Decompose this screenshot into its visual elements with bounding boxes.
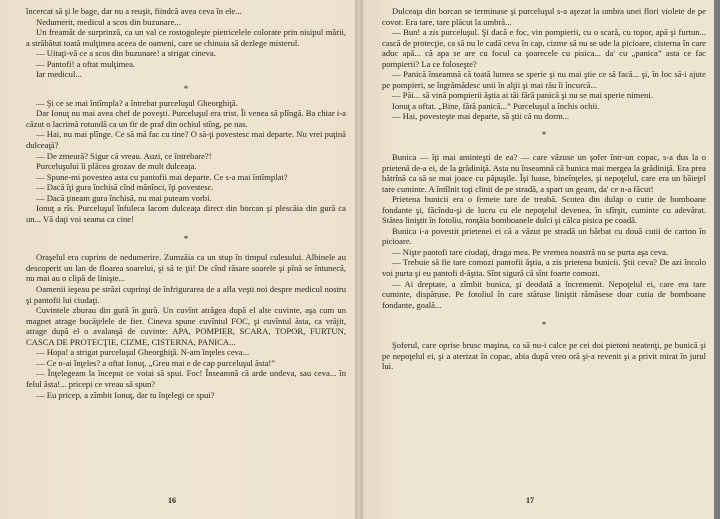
left-block-3: [26, 252, 346, 400]
paragraph: — Dacă ţineam gura închisă, nu mai puteam vorbi.: [36, 192, 212, 203]
paragraph: — Eu pricep, a zîmbit Ionuţ, dar tu înţelegi ce spui?: [36, 389, 215, 400]
paragraph: Şoferul, care oprise brusc maşina, ca să nu-i calce pe cei doi pietoni neatenţi, pe bunică şi pe nepoţelul ei, şi a aterizat în copac, abia după vreo oră şi-a revenit şi a privit mirat în jurul lui.: [382, 340, 706, 372]
page-number: 16: [168, 496, 176, 505]
section-separator: *: [541, 130, 547, 141]
paragraph: — Nişte pantofi tare ciudaţi, draga mea. Pe vremea noastră nu se purta aşa ceva.: [392, 246, 669, 257]
page-number: 17: [526, 496, 534, 505]
paragraph: — De zmeură? Sigur că vreau. Auzi, ce întrebare?!: [36, 150, 212, 161]
paragraph: Ionuţ a rîs. Purceluşul înfuleca lacom dulceaţa direct din borcan şi plescăia din gură ca un... Vă daţi voi seama ca cine!: [26, 203, 346, 224]
paragraph: Dar Ionuţ nu mai avea chef de poveşti. Purceluşul era trist. Îi venea să plîngă. Ba chiar i-a căzut o lacrimă rotundă ca un fir de praf din ochiul stîng, pe nas.: [26, 108, 346, 129]
book-gutter: [355, 0, 363, 519]
right-block-1: [382, 6, 706, 122]
paragraph: Cuvintele zburau din gură în gură. Un cuvînt atrăgea după el alte cuvinte, aşa cum un magnet atrage bucăţelele de fier. Cineva spune cuvîntul FOC, şi cuvîntul ăsta, ca vrăjit, atrage după el o avalanşă de cuvinte: APA, POMPIER, SCARA, TOPOR, FURTUN, CASCA DE PROTECŢIE, CIZME, CISTERNA, PANICA...: [26, 305, 346, 347]
paragraph: Purceluşului îi plăcea grozav de mult dulceaţa.: [36, 161, 197, 172]
paragraph: — Hopa! a strigat purceluşul Gheorghiţă. N-am înţeles ceva...: [36, 347, 250, 358]
paragraph: Ionuţ a oftat. „Bine, fără panică...” Purceluşul a închis ochii.: [392, 100, 600, 111]
paragraph: — Uitaţi-vă ce a scos din buzunare! a strigat cineva.: [36, 48, 216, 59]
section-separator: *: [541, 320, 547, 331]
paragraph: — Trebuie să fie tare comozi pantofii ăştia, a zis prietena bunicii. Ştii ceva? De azi încolo voi purta şi eu pantofi d-ăştia. Sînt sigură că sînt foarte comozi.: [382, 257, 706, 279]
right-page: [358, 0, 720, 519]
paragraph: Oraşelul era cuprins de nedumerire. Zumzăia ca un stup în timpul culesului. Albinele au descoperit un lan de floarea soarelui, şi să te ţii! De cînd răsare soarele şi pînă se întunecă, nu mai au o clipă de linişte...: [26, 252, 346, 284]
paragraph: Un freamăt de surprinză, ca un val ce rostogoleşte pietricelele colorate prin nisipul mării, a străbătut toată mulţimea aceea de oameni, care se chinuia să dezlege misterul.: [26, 27, 346, 48]
paragraph: Iar medicul...: [36, 69, 82, 80]
right-block-3: [382, 340, 706, 372]
paragraph: — Păi... să vină pompierii ăştia ai tăi fără panică şi nu se mai sperie nimeni.: [392, 90, 653, 101]
right-block-2: [382, 152, 706, 310]
paragraph: Nedumerit, medicul a scos din buzunare...: [36, 16, 181, 27]
left-page: [0, 0, 358, 519]
paragraph: Bunica i-a povestit prietenei ei că a văzut pe stradă un bărbat cu două cutii de carton în picioare.: [382, 225, 706, 247]
left-block-2: [26, 98, 346, 225]
paragraph: — Panică înseamnă că toată lumea se sperie şi nu mai ştie ce să facă... şi, în loc să-i ajute pe pompieri, se îngrămădesc unii în alţii şi mai rău îi încurcă...: [382, 69, 706, 90]
paragraph: Oamenii ieşeau pe străzi cuprinşi de înfrigurarea de a afla veşti noi despre medicul nostru şi pantofii lui ciudaţi.: [26, 284, 346, 305]
section-separator: *: [183, 83, 189, 94]
paragraph: — Spune-mi povestea asta cu pantofii mai departe. Ce s-a mai întîmplat?: [36, 171, 288, 182]
paragraph: — Ai dreptate, a zîmbit bunica, şi deodată a încremenit. Nepoţelul ei, care era tare cuminte, dispăruse. Pe fotoliul în care stătuse liniştit rămăsese doar cutia de bomboane fondante, goală...: [382, 278, 706, 310]
paragraph: — Hai, nu mai plînge. Ce să mă fac cu tine? O să-ţi povestesc mai departe. Nu vrei puţină dulceaţă?: [26, 129, 346, 151]
paragraph: Bunica — îţi mai aminteşti de ea? — care văzuse un şofer într-un copac, s-a dus la o prietenă de-a ei, de la grădiniţă. Asta nu înseamnă că bunica mai mergea la grădiniţă. Era prea bătrînă ca să se mai joace cu păpuşile. Îşi luase, bineînţeles, şi nepoţelul, care era un băieţel tare cuminte. A întîlnit toţi clinii de pe stradă, a spart un geam, da' ce n-a făcut!: [382, 152, 706, 194]
paragraph: încercat să şi le bage, dar nu a reuşit, fiindcă avea ceva în ele...: [26, 6, 242, 16]
paragraph: — Pantofi! a oftat mulţimea.: [36, 58, 136, 69]
scan-edge-right: [714, 0, 720, 519]
paragraph: Prietena bunicii era o femeie tare de treabă. Scotea din dulap o cutie de bomboane fondante şi, făcîndu-şi de lucru cu ele nepoţelul devenea, în sfîrşit, cuminte cu adevărat. Stătea liniştit în fotoliu, ronţăia bomboanele dulci şi călca pisica pe coadă.: [382, 194, 706, 226]
paragraph: — Dacă îţi gura închisă cînd mănînci, îţi povestesc.: [36, 182, 214, 193]
paragraph: Dulceaţa din borcan se terminase şi purceluşul s-a aşezat la umbra unei flori violete de pe covor. Era tare, tare plăcut la umbră...: [382, 6, 706, 27]
paragraph: — Ce n-ai înţeles? a oftat Ionuţ. „Greu mai e de cap purceluşul ăsta!”: [36, 357, 276, 368]
paragraph: — Şi ce se mai întîmpla? a întrebat purceluşul Gheorghiţă.: [36, 97, 238, 108]
section-separator: *: [183, 234, 189, 245]
paragraph: — Înţelegeam la început ce voiai să spui. Foc! Înseamnă că arde undeva, sau ceva... în felul ăsta!... pricepi ce vreau să spun?: [26, 368, 346, 389]
left-block-1: [26, 6, 346, 80]
paragraph: — Bun! a zis purceluşul. Şi dacă e foc, vin pompierii, cu o scară, cu topor, apă şi furtun... cască de protecţie, ca să nu le cadă ceva în cap, cizme să nu se ude la picioare, cisterna în care aduc apă... că apa se are cu focul ca şoarecele cu pisica... da' cu „panica” asta ce fac pompierii? La ce foloseşte?: [382, 27, 706, 69]
paragraph: — Hai, povesteşte mai departe, să ştii că nu dorm...: [392, 111, 570, 122]
